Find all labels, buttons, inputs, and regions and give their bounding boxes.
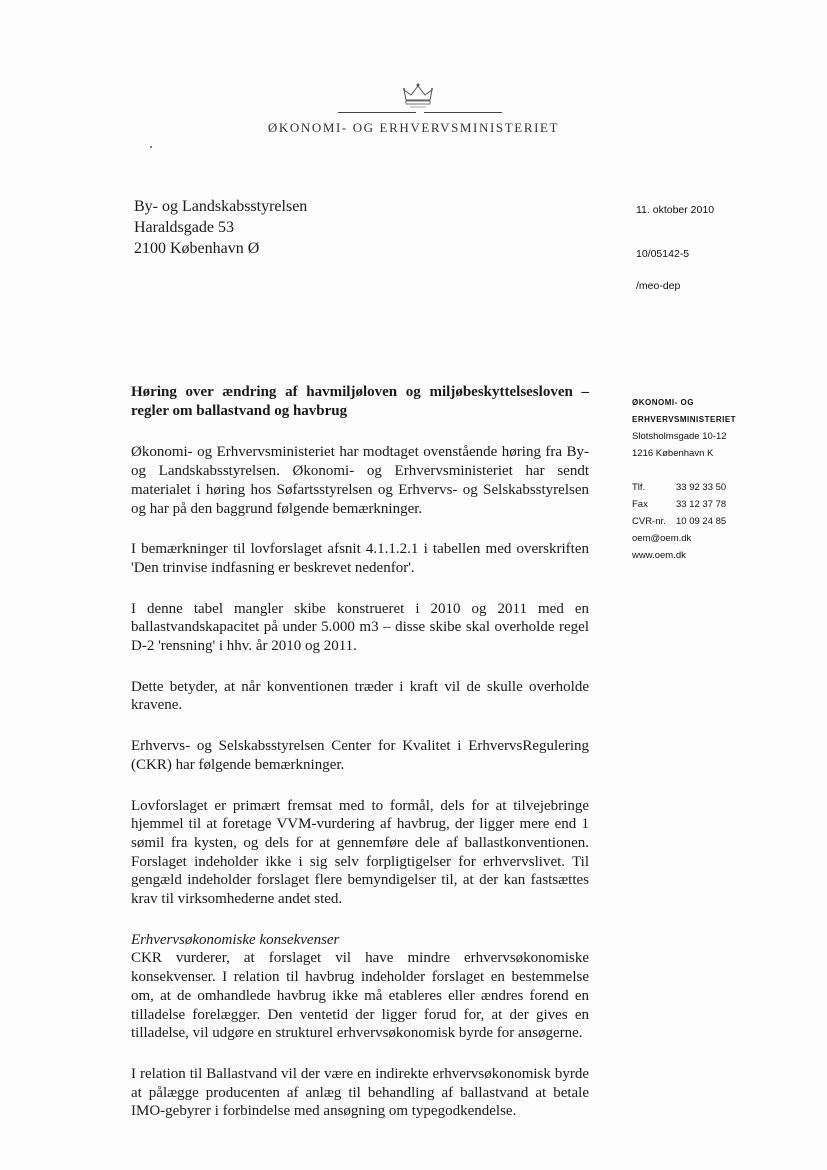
letter-date: 11. oktober 2010 [636,204,715,216]
body-paragraph: I denne tabel mangler skibe konstrueret i 2010 og 2011 med en ballastvandskapacitet på under 5.000 m3 – disse skibe skal overholde regel D-2 'rensning' i hhv. år 2010 og 2011. [131,600,589,655]
scan-speck [150,146,152,148]
letter-body [131,383,589,1121]
sender-address-line2: 1216 København K [632,448,714,459]
reference-number: 10/05142-5 [636,248,690,260]
recipient-line: By- og Landskabsstyrelsen [134,198,308,215]
contact-label: Fax [632,499,648,510]
sender-name-line1: ØKONOMI- OG [632,398,694,407]
body-paragraph: Lovforslaget er primært fremsat med to formål, dels for at tilvejebringe hjemmel til at foretage VVM-vurdering af havbrug, der ligger mere end 1 sømil fra kysten, og dels for at gennemføre dele af ballastkonventionen. Forslaget indeholder ikke i sig selv forpligtigelser for erhvervslivet. Til gengæld indeholder forslaget flere bemyndigelser til, at der kan fastsættes krav til virksomhederne andet sted. [131,797,589,908]
body-paragraph: CKR vurderer, at forslaget vil have mindre erhvervsøkonomiske konsekvenser. I relation til havbrug indeholder forslaget en bestemmelse om, at de omhandlede havbrug ikke må etableres eller ændres forend en tilladelse forelægger. Den ventetid der ligger forud for, at der gives en tilladelse, vil udgøre en strukturel erhvervsøkonomisk byrde for ansøgerne. [131,950,589,1042]
section-subheading: Erhvervsøkonomiske konsekvenser [131,931,340,948]
contact-cvr [632,513,736,530]
contact-phone [632,479,736,496]
ministry-name: ØKONOMI- OG ERHVERVSMINISTERIET [267,120,560,135]
contact-label: CVR-nr. [632,516,666,527]
crown-logo [400,82,436,110]
body-paragraph: Økonomi- og Erhvervsministeriet har modtaget ovenstående høring fra By- og Landskabsstyrelsen. Økonomi- og Erhvervsministeriet har sendt materialet i høring hos Søfartsstyrelsen og Erhvervs- og Selskabsstyrelsen og har på den baggrund følgende bemærkninger. [131,444,589,517]
sender-sidebar [632,394,736,564]
contact-fax [632,496,736,513]
contact-website: www.oem.dk [632,550,686,561]
department-code: /meo-dep [636,280,681,292]
contact-value: 33 12 37 78 [676,499,727,510]
body-paragraph: Erhvervs- og Selskabsstyrelsen Center for Kvalitet i ErhvervsRegulering (CKR) har følgende bemærkninger. [131,738,589,773]
contact-email: oem@oem.dk [632,533,692,544]
contact-value: 10 09 24 85 [676,516,727,527]
letterhead-rule-right [424,112,502,113]
contact-label: Tlf. [632,482,646,493]
recipient-line: 2100 København Ø [134,240,260,257]
body-paragraph: I relation til Ballastvand vil der være en indirekte erhvervsøkonomisk byrde at pålægge producenten af anlæg til behandling af ballastvand at betale IMO-gebyrer i forbindelse med ansøgning om typegodkendelse. [131,1065,589,1120]
recipient-line: Haraldsgade 53 [134,219,234,236]
subject-line: Høring over ændring af havmiljøloven og miljøbeskyttelsesloven – regler om ballastvand og havbrug [131,384,589,419]
sender-address-line1: Slotsholmsgade 10-12 [632,431,727,442]
letterhead-rule-left [338,112,416,113]
recipient-address [134,196,307,259]
sender-name-line2: ERHVERVSMINISTERIET [632,415,737,424]
body-paragraph: Dette betyder, at når konventionen træder i kraft vil de skulle overholde kravene. [131,678,589,714]
body-paragraph: I bemærkninger til lovforslaget afsnit 4.1.1.2.1 i tabellen med overskriften 'Den trinvise indfasning er beskrevet nedenfor'. [131,541,589,576]
contact-value: 33 92 33 50 [676,482,727,493]
